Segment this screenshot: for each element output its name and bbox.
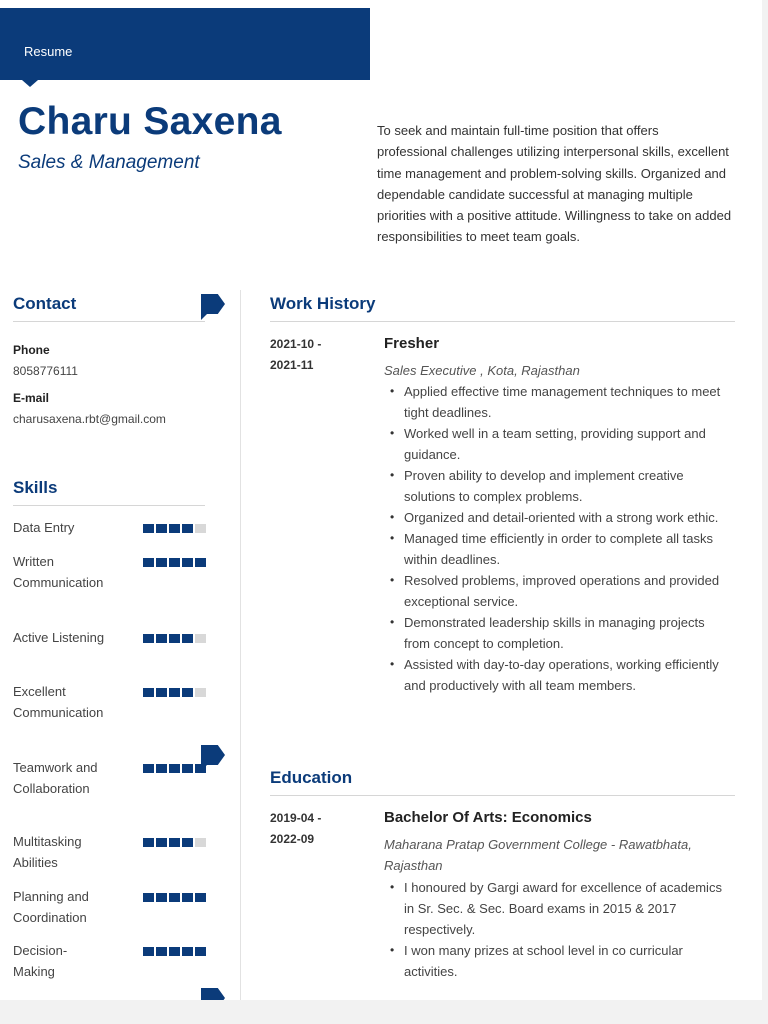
skill-meter-filled (156, 634, 167, 643)
skill-meter-filled (143, 947, 154, 956)
skill-name: Planning and Coordination (13, 889, 89, 925)
edu-date-start: 2019-04 - (270, 811, 322, 825)
bullet-item: • Assisted with day-to-day operations, working efficiently and productively with all team members. (384, 654, 729, 696)
header-banner (0, 8, 370, 80)
job-title: Fresher (384, 335, 440, 352)
skill-meter-filled (156, 524, 167, 533)
skill-meter-filled (182, 893, 193, 902)
skill-meter-filled (169, 893, 180, 902)
skill-meter (143, 764, 206, 773)
contact-rule (13, 321, 205, 322)
skills-heading: Skills (13, 478, 58, 497)
skill-meter-empty (195, 524, 206, 533)
skill-meter (143, 524, 206, 533)
skill-meter-filled (156, 893, 167, 902)
skill-meter-filled (169, 947, 180, 956)
job-date-end: 2021-11 (270, 358, 314, 372)
skill-meter-filled (143, 893, 154, 902)
education-rule (270, 795, 735, 796)
skill-meter-filled (143, 634, 154, 643)
bullet-item: • Resolved problems, improved operations and provided exceptional service. (384, 570, 729, 612)
skill-meter-filled (143, 838, 154, 847)
edu-bullets (384, 877, 729, 982)
skill-meter (143, 634, 206, 643)
skill-name: Multitasking Abilities (13, 834, 82, 870)
skill-meter-filled (169, 688, 180, 697)
skill-meter (143, 893, 206, 902)
skill-meter-filled (169, 558, 180, 567)
skill-meter-filled (182, 524, 193, 533)
skill-meter-filled (169, 634, 180, 643)
bullet-item: • Applied effective time management techniques to meet tight deadlines. (384, 381, 729, 423)
job-bullets (384, 381, 729, 696)
skill-meter (143, 688, 206, 697)
skill-meter-filled (182, 634, 193, 643)
flag-icon (201, 988, 233, 1000)
skill-name: Active Listening (13, 630, 105, 645)
work-history-rule (270, 321, 735, 322)
skill-name: Data Entry (13, 520, 75, 535)
skill-meter-filled (143, 764, 154, 773)
skill-meter-filled (169, 838, 180, 847)
skill-meter-filled (182, 947, 193, 956)
skill-meter-filled (143, 558, 154, 567)
email-value: charusaxena.rbt@gmail.com (13, 412, 166, 426)
education-heading: Education (270, 768, 353, 787)
bullet-item: • I won many prizes at school level in co curricular activities. (384, 940, 729, 982)
flag-icon (201, 294, 233, 326)
skill-meter (143, 838, 206, 847)
candidate-name: Charu Saxena (18, 100, 282, 143)
skill-meter-filled (169, 764, 180, 773)
bullet-item: • Demonstrated leadership skills in managing projects from concept to completion. (384, 612, 729, 654)
skill-name: Written Communication (13, 554, 104, 590)
skill-meter-filled (156, 558, 167, 567)
skill-meter-filled (182, 838, 193, 847)
edu-org: Maharana Pratap Government College - Rawatbhata, Rajasthan (384, 837, 692, 873)
skill-meter-filled (156, 764, 167, 773)
summary-text: To seek and maintain full-time position that offers professional challenges utilizing interpersonal skills, excellent time management and problem-solving skills. Organized and dependable candidate successful at managing multiple priorities with a positive attitude. Willingness to take on added responsibilities to meet team goals. (377, 123, 732, 245)
skill-name: Excellent Communication (13, 684, 104, 720)
phone-value: 8058776111 (13, 364, 78, 378)
contact-heading: Contact (13, 294, 77, 313)
bullet-item: • Organized and detail-oriented with a strong work ethic. (384, 507, 729, 528)
skill-meter (143, 947, 206, 956)
skill-meter-empty (195, 634, 206, 643)
job-org: Sales Executive , Kota, Rajasthan (384, 363, 580, 378)
job-date-start: 2021-10 - (270, 337, 322, 351)
skill-meter-empty (195, 838, 206, 847)
skill-meter-filled (143, 524, 154, 533)
skills-rule (13, 505, 205, 506)
column-divider (240, 290, 241, 1000)
skill-meter-filled (195, 947, 206, 956)
flag-icon (201, 745, 233, 777)
edu-date-end: 2022-09 (270, 832, 315, 846)
bullet-item: • Worked well in a team setting, providing support and guidance. (384, 423, 729, 465)
skill-meter-filled (156, 688, 167, 697)
bullet-item: • Proven ability to develop and implement creative solutions to complex problems. (384, 465, 729, 507)
candidate-title: Sales & Management (18, 152, 200, 173)
skill-meter-filled (182, 558, 193, 567)
edu-date (270, 808, 360, 850)
phone-label: Phone (13, 343, 50, 357)
skill-meter-filled (195, 893, 206, 902)
work-history-heading: Work History (270, 294, 376, 313)
job-date (270, 334, 360, 376)
edu-degree: Bachelor Of Arts: Economics (384, 809, 592, 826)
bullet-item: • Managed time efficiently in order to complete all tasks within deadlines. (384, 528, 729, 570)
banner-label: Resume (24, 44, 73, 59)
banner-notch (22, 80, 38, 87)
email-label: E-mail (13, 391, 50, 405)
skill-meter (143, 558, 206, 567)
skill-meter-empty (195, 688, 206, 697)
skill-meter-filled (156, 947, 167, 956)
skill-name: Decision-Making (13, 943, 68, 979)
bullet-item: • I honoured by Gargi award for excellence of academics in Sr. Sec. & Sec. Board exams in 2015 & 2017 respectively. (384, 877, 729, 940)
skill-meter-filled (182, 764, 193, 773)
skill-meter-filled (143, 688, 154, 697)
skill-meter-filled (182, 688, 193, 697)
skill-meter-filled (156, 838, 167, 847)
skill-name: Teamwork and Collaboration (13, 760, 98, 796)
skill-meter-filled (169, 524, 180, 533)
skill-meter-filled (195, 558, 206, 567)
